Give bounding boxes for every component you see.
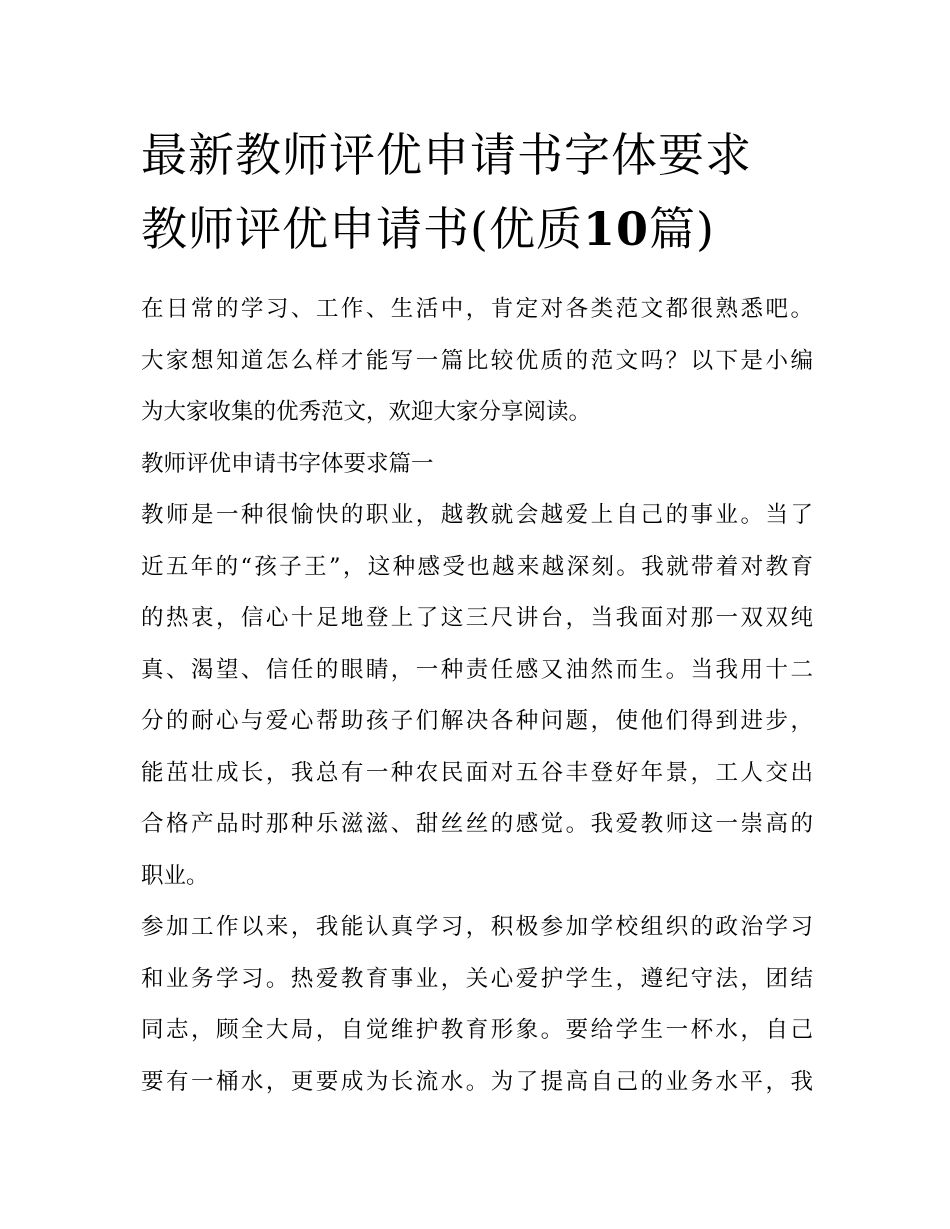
title-line-1: 最新教师评优申请书字体要求 xyxy=(141,128,752,182)
title-line-2b: 篇) xyxy=(648,202,715,256)
intro-line-3: 为大家收集的优秀范文，欢迎大家分享阅读。 xyxy=(141,399,592,425)
paragraph-1-line-4: 真、渴望、信任的眼睛，一种责任感又油然而生。当我用十二 xyxy=(141,656,813,683)
paragraph-1-line-1: 教师是一种很愉快的职业，越教就会越爱上自己的事业。当了 xyxy=(141,502,813,528)
paragraph-1-line-2: 近五年的“孩子王”，这种感受也越来越深刻。我就带着对教育 xyxy=(141,553,813,580)
paragraph-1-line-5: 分的耐心与爱心帮助孩子们解决各种问题，使他们得到进步， xyxy=(141,708,813,734)
title-line-2a: 教师评优申请书(优质 xyxy=(141,202,583,256)
title-line-2-number: 10 xyxy=(582,202,649,256)
paragraph-1-line-3: 的热衷，信心十足地登上了这三尺讲台，当我面对那一双双纯 xyxy=(141,605,813,631)
paragraph-2-line-2: 和业务学习。热爱教育事业，关心爱护学生，遵纪守法，团结 xyxy=(141,965,813,992)
paragraph-1-line-8: 职业。 xyxy=(141,862,209,889)
paragraph-2-line-4: 要有一桶水，更要成为长流水。为了提高自己的业务水平，我 xyxy=(141,1068,813,1095)
paragraph-1-line-6: 能茁壮成长，我总有一种农民面对五谷丰登好年景，工人交出 xyxy=(141,759,813,786)
intro-line-1: 在日常的学习、工作、生活中，肯定对各类范文都很熟悉吧。 xyxy=(141,296,813,322)
document-title xyxy=(141,118,813,266)
section-heading: 教师评优申请书字体要求篇一 xyxy=(141,450,434,477)
paragraph-1-line-7: 合格产品时那种乐滋滋、甜丝丝的感觉。我爱教师这一崇高的 xyxy=(141,811,813,837)
paragraph-2-line-3: 同志，顾全大局，自觉维护教育形象。要给学生一杯水，自己 xyxy=(141,1017,813,1043)
paragraph-2-line-1: 参加工作以来，我能认真学习，积极参加学校组织的政治学习 xyxy=(141,914,813,940)
document-content xyxy=(141,118,813,1108)
document-body xyxy=(141,284,813,1108)
intro-line-2: 大家想知道怎么样才能写一篇比较优质的范文吗？以下是小编 xyxy=(141,347,813,374)
